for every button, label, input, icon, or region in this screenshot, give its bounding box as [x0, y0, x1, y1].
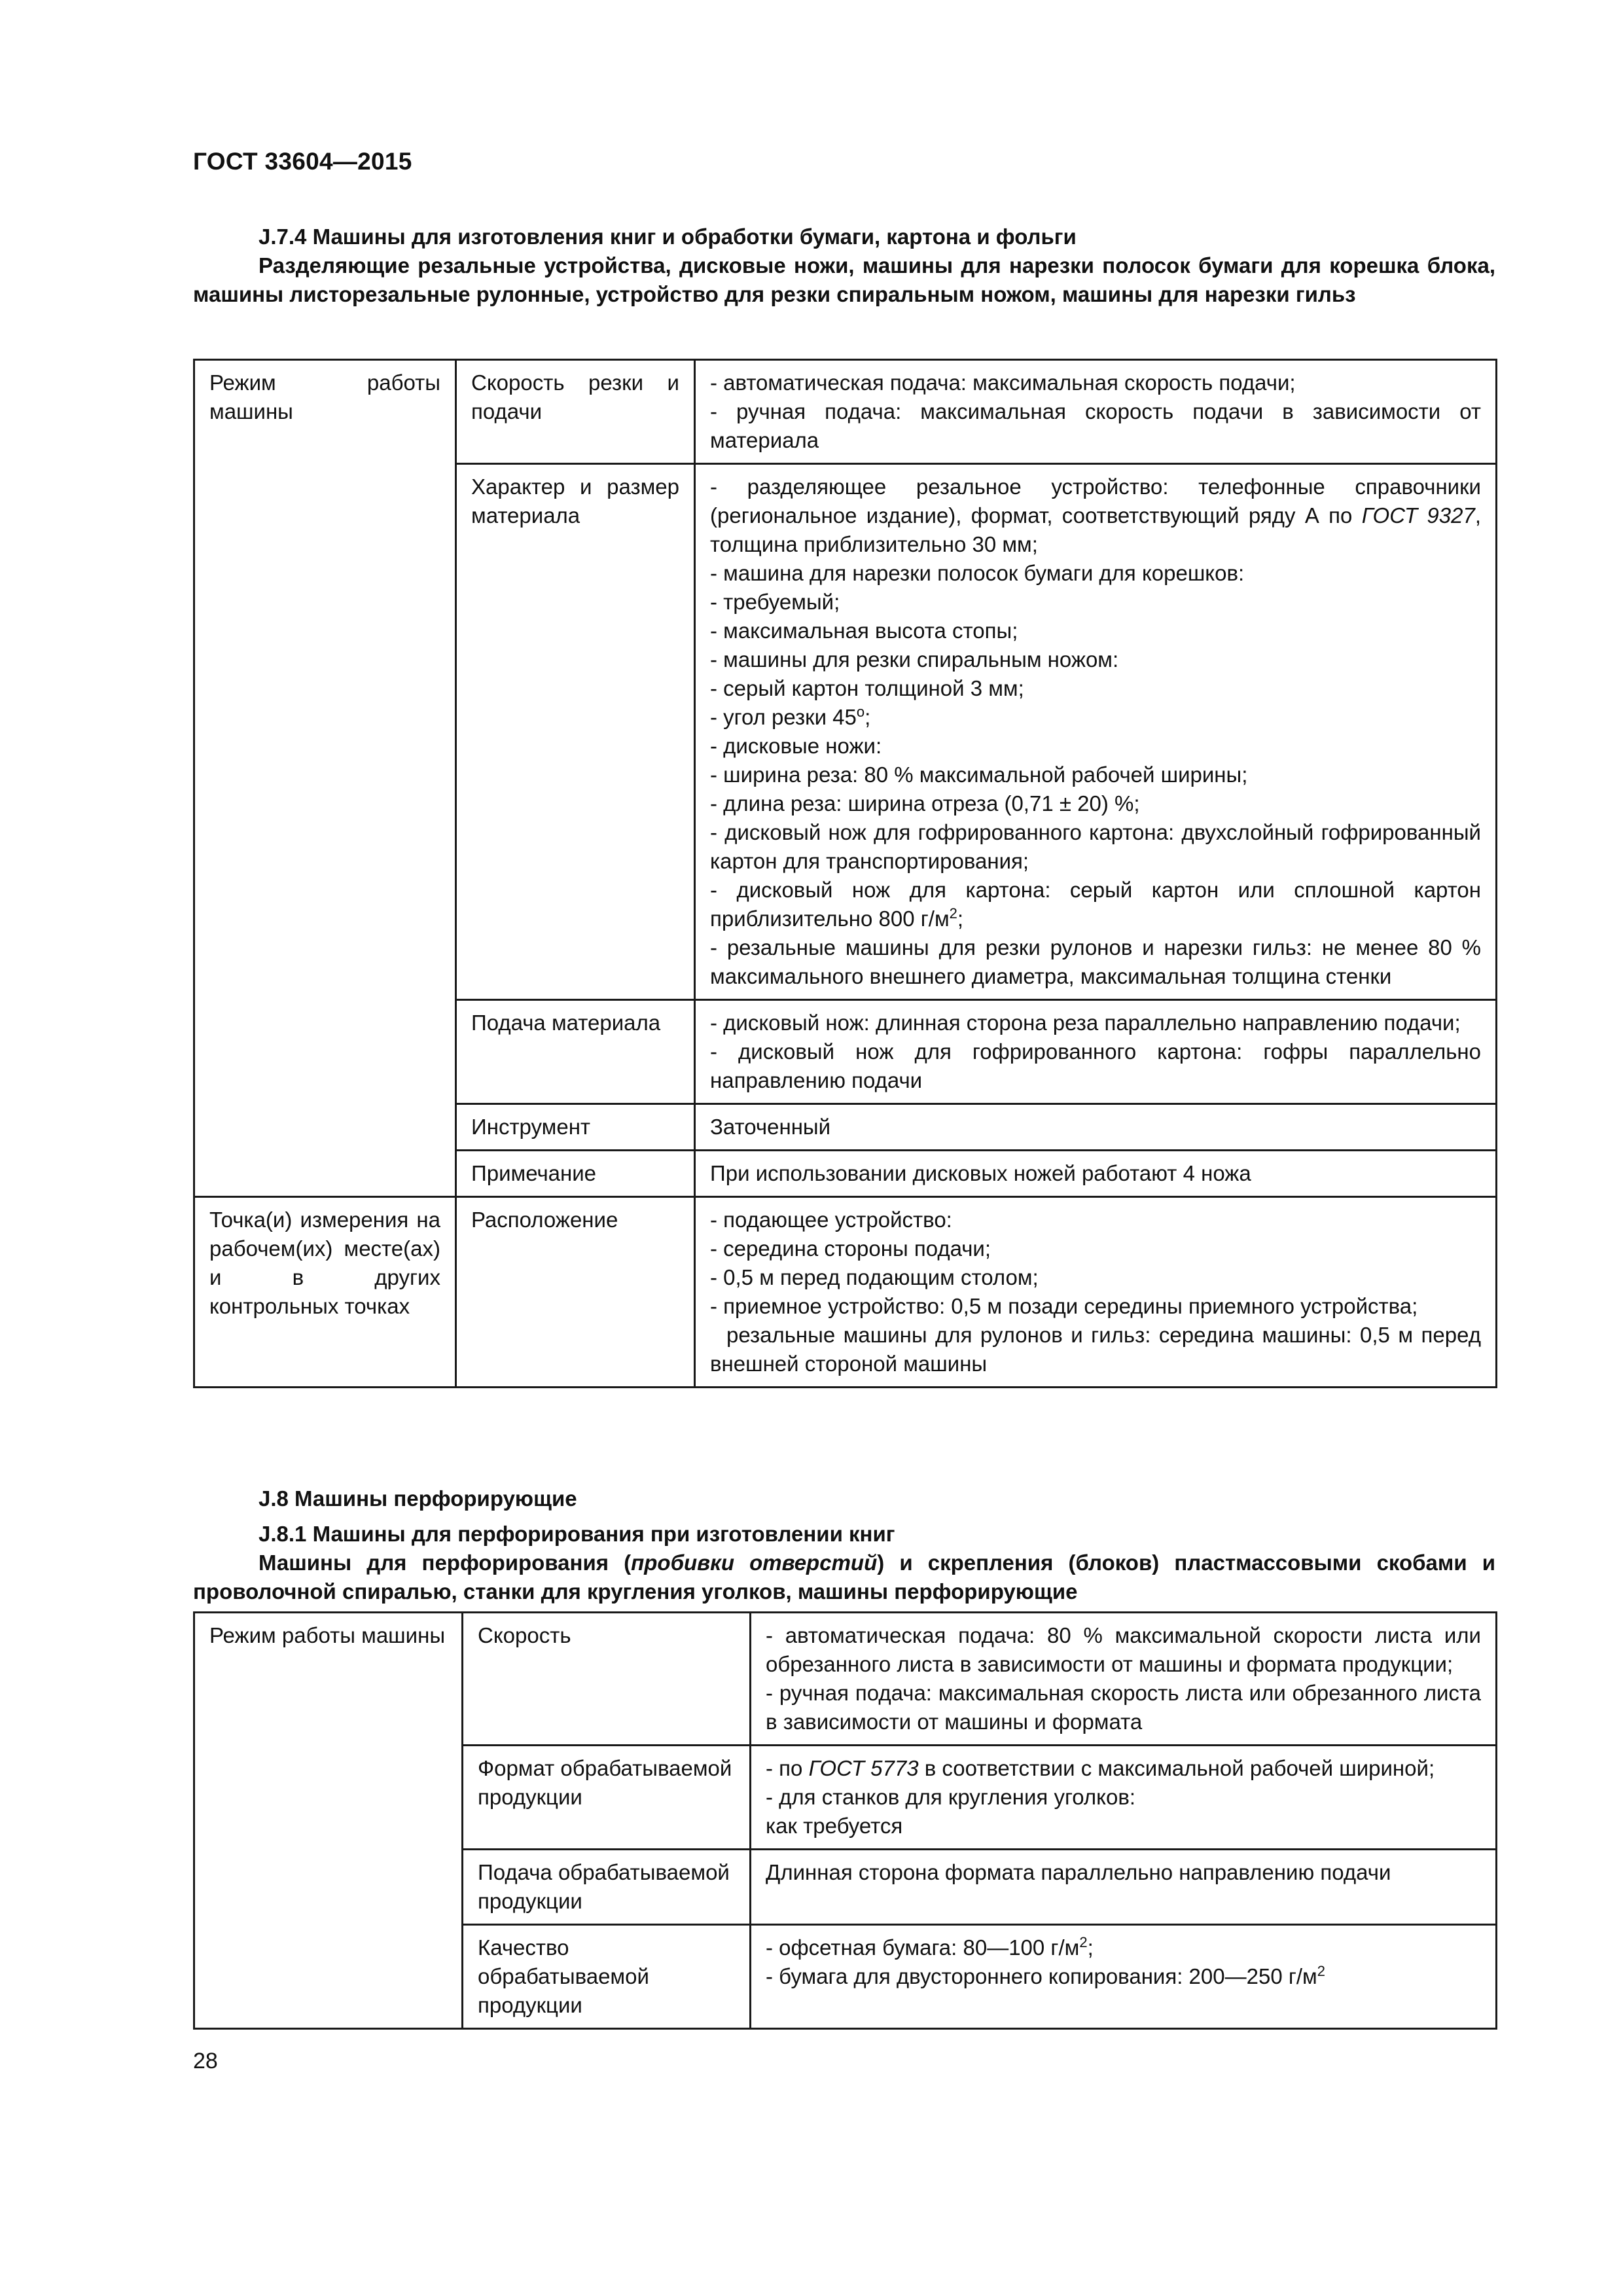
value-line: - ручная подача: максимальная скорость листа или обрезанного листа в зависимости от машины и формата — [766, 1681, 1481, 1734]
section-j81 — [193, 1520, 1495, 1606]
standard-ref: ГОСТ 9327 — [1361, 503, 1475, 528]
value-line — [710, 876, 1481, 933]
value-line: - автоматическая подача: максимальная скорость подачи; — [710, 370, 1296, 395]
param-cell: Скорость резки и подачи — [456, 360, 695, 464]
value-line: - требуемый; — [710, 590, 840, 614]
value-line: - подающее устройство: — [710, 1208, 952, 1232]
value-line: - дисковый нож для гофрированного картона: двухслойный гофрированный картон для транспортирования; — [710, 820, 1481, 873]
section-j8 — [193, 1484, 1495, 1513]
document-header: ГОСТ 33604—2015 — [193, 148, 412, 175]
param-cell: Инструмент — [456, 1104, 695, 1151]
text: ; — [865, 705, 871, 729]
page-number: 28 — [193, 2049, 218, 2073]
value-line: - ширина реза: 80 % максимальной рабочей ширины; — [710, 762, 1248, 787]
value-cell — [695, 360, 1497, 464]
param-cell: Скорость — [463, 1613, 751, 1746]
value-line: резальные машины для рулонов и гильз: середина машины: 0,5 м перед внешней стороной машины — [710, 1323, 1488, 1376]
text: ; — [957, 906, 964, 931]
value-cell — [751, 1613, 1497, 1746]
param-cell: Характер и размер материала — [456, 464, 695, 1000]
section-title: J.7.4 Машины для изготовления книг и обработки бумаги, картона и фольги — [259, 224, 1077, 249]
value-cell — [695, 464, 1497, 1000]
table-row — [194, 1197, 1497, 1388]
value-line: как требуется — [766, 1814, 903, 1838]
param-cell: Подача обрабатываемой продукции — [463, 1850, 751, 1925]
table-perforating-machines — [193, 1611, 1497, 2030]
value-line — [766, 1754, 1481, 1783]
value-cell — [695, 1197, 1497, 1388]
superscript: 2 — [949, 905, 957, 922]
group-cell-measurement-points: Точка(и) измерения на рабочем(их) месте(ах) и в других контрольных точках — [194, 1197, 456, 1388]
value-line — [710, 703, 1481, 732]
section-title: J.8 Машины перфорирующие — [259, 1486, 577, 1511]
table-row — [194, 360, 1497, 464]
value-line — [766, 1933, 1481, 1962]
text: - офсетная бумага: 80—100 г/м — [766, 1935, 1080, 1960]
group-cell-machine-mode: Режим работы машины — [194, 360, 456, 1197]
table-row — [194, 1613, 1497, 1746]
section-j74 — [193, 223, 1495, 309]
param-cell: Расположение — [456, 1197, 695, 1388]
param-cell: Качество обрабатываемой продукции — [463, 1925, 751, 2029]
section-description: Разделяющие резальные устройства, дисковые ножи, машины для нарезки полосок бумаги для корешка блока, машины листорезальные рулонные, устройство для резки спиральным ножом, машины для нарезки гильз — [193, 253, 1495, 306]
group-cell-machine-mode: Режим работы машины — [194, 1613, 463, 2029]
text: - бумага для двустороннего копирования: 200—250 г/м — [766, 1964, 1317, 1988]
text: - дисковый нож для картона: серый картон или сплошной картон приблизительно 800 г/м — [710, 878, 1481, 931]
value-line: - дисковый нож для гофрированного картона: гофры параллельно направлению подачи — [710, 1039, 1481, 1092]
value-line — [766, 1962, 1481, 1991]
param-cell: Формат обрабатываемой продукции — [463, 1746, 751, 1850]
text: - разделяющее резальное устройство: телефонные справочники (региональное издание), формат, соответствующий ряду А по — [710, 475, 1481, 528]
value-line: - середина стороны подачи; — [710, 1236, 991, 1261]
value-line: - дисковый нож: длинная сторона реза параллельно направлению подачи; — [710, 1011, 1461, 1035]
value-line: - машина для нарезки полосок бумаги для корешков: — [710, 561, 1245, 585]
text: - угол резки 45 — [710, 705, 857, 729]
value-line: - дисковые ножи: — [710, 734, 882, 758]
value-line: - резальные машины для резки рулонов и нарезки гильз: не менее 80 % максимального внешнего диаметра, максимальная толщина стенки — [710, 935, 1481, 988]
value-cell — [751, 1925, 1497, 2029]
param-cell: Примечание — [456, 1151, 695, 1197]
value-line: - 0,5 м перед подающим столом; — [710, 1265, 1039, 1289]
table-machine-cutting — [193, 359, 1497, 1388]
value-cell: При использовании дисковых ножей работают 4 ножа — [695, 1151, 1497, 1197]
value-line: - приемное устройство: 0,5 м позади середины приемного устройства; — [710, 1294, 1418, 1318]
value-line: - для станков для кругления уголков: — [766, 1785, 1136, 1809]
text: ) и скрепления (блоков) пластмассовыми скобами и проволочной спиралью, станки для кругления уголков, машины перфорирующие — [193, 1551, 1495, 1604]
italic-text: пробивки отверстий — [631, 1551, 878, 1575]
superscript: 2 — [1317, 1963, 1325, 1979]
section-description — [193, 1549, 1495, 1606]
value-line: - машины для резки спиральным ножом: — [710, 647, 1119, 672]
param-cell: Подача материала — [456, 1000, 695, 1104]
value-line: - серый картон толщиной 3 мм; — [710, 676, 1024, 700]
standard-ref: ГОСТ 5773 — [808, 1756, 919, 1780]
value-line: - ручная подача: максимальная скорость подачи в зависимости от материала — [710, 399, 1481, 452]
value-cell: Длинная сторона формата параллельно направлению подачи — [751, 1850, 1497, 1925]
value-cell — [751, 1746, 1497, 1850]
value-line — [710, 473, 1481, 559]
text: - по — [766, 1756, 809, 1780]
value-cell: Заточенный — [695, 1104, 1497, 1151]
text: в соответствии с максимальной рабочей шириной; — [918, 1756, 1435, 1780]
text: , толщина приблизительно 30 мм; — [710, 503, 1481, 556]
section-title: J.8.1 Машины для перфорирования при изготовлении книг — [259, 1522, 895, 1546]
value-line: - максимальная высота стопы; — [710, 619, 1018, 643]
value-line: - автоматическая подача: 80 % максимальной скорости листа или обрезанного листа в зависимости от машины и формата продукции; — [766, 1623, 1481, 1676]
superscript: 2 — [1079, 1934, 1088, 1950]
text: Машины для перфорирования ( — [259, 1551, 632, 1575]
text: ; — [1087, 1935, 1094, 1960]
value-line: - длина реза: ширина отреза (0,71 ± 20) %; — [710, 791, 1140, 816]
superscript: о — [856, 704, 865, 720]
value-cell — [695, 1000, 1497, 1104]
